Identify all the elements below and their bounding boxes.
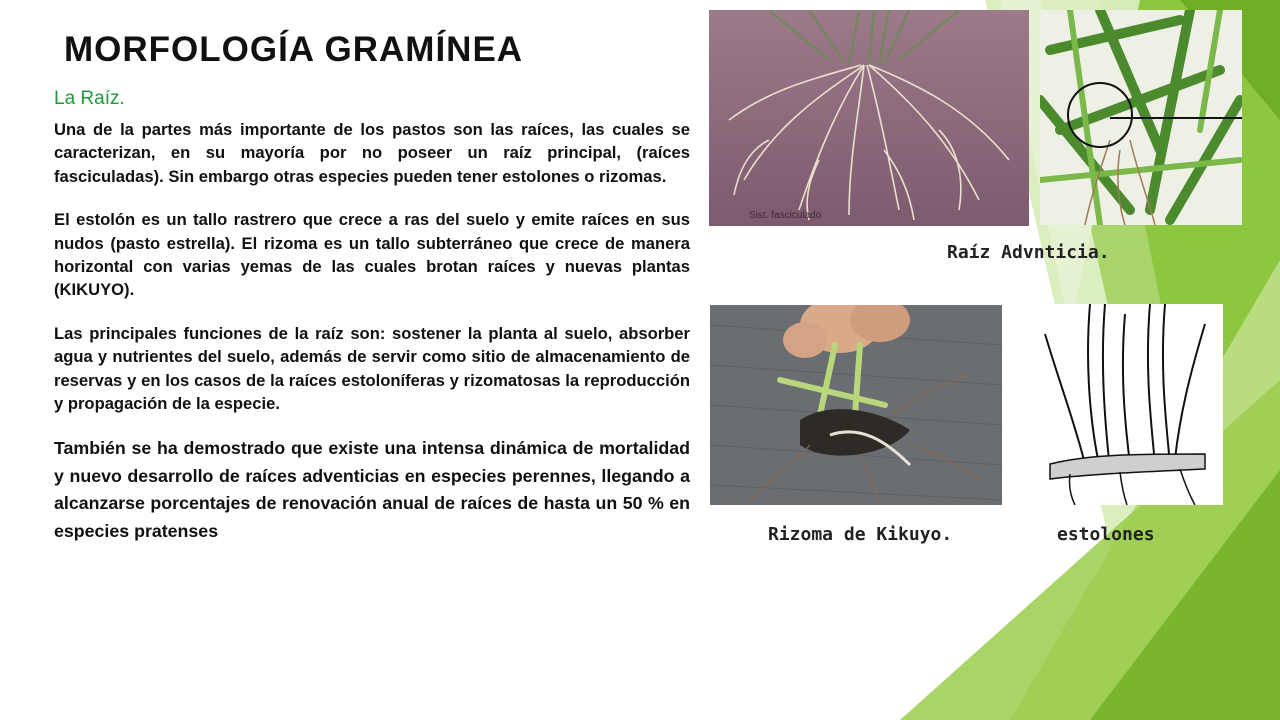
- rhizome-photo: [710, 305, 1002, 505]
- fibrous-roots-photo: [709, 10, 1029, 226]
- slide-title: MORFOLOGÍA GRAMÍNEA: [64, 30, 524, 69]
- paragraph: Una de la partes más importante de los pastos son las raíces, las cuales se caracterizan, en su mayoría por no poseer un raíz principal, (raíces fasciculadas). Sin embargo otras especies pueden tener estolones o rizomas.: [54, 120, 690, 186]
- paragraph: Las principales funciones de la raíz son: sostener la planta al suelo, absorber agua y nutrientes del suelo, además de servir como sitio de almacenamiento de reservas y en los casos de la raíces estoloníferas y rizomatosas la reproducción y propagación de la especie.: [54, 323, 690, 414]
- caption-stolons: estolones: [1057, 524, 1155, 545]
- body-text: [54, 118, 690, 565]
- paragraph: También se ha demostrado que existe una intensa dinámica de mortalidad y nuevo desarrollo de raíces adventicias en especies perennes, llegando a alcanzarse porcentajes de renovación anual de raíces de hasta un 50 % en especies pratenses: [54, 438, 690, 541]
- adventitious-root-photo: [1040, 10, 1242, 225]
- section-subtitle: La Raíz.: [54, 88, 125, 109]
- stolons-drawing: [1030, 304, 1223, 505]
- caption-rhizome: Rizoma de Kikuyo.: [768, 524, 953, 545]
- paragraph: El estolón es un tallo rastrero que crece a ras del suelo y emite raíces en sus nudos (pasto estrella). El rizoma es un tallo subterráneo que crece de manera horizontal con varias yemas de las cuales brotan raíces y nuevas plantas (KIKUYO).: [54, 210, 690, 300]
- photo-label: Sist. fasciculado: [749, 210, 822, 221]
- caption-adventitious-root: Raíz Advnticia.: [947, 242, 1110, 263]
